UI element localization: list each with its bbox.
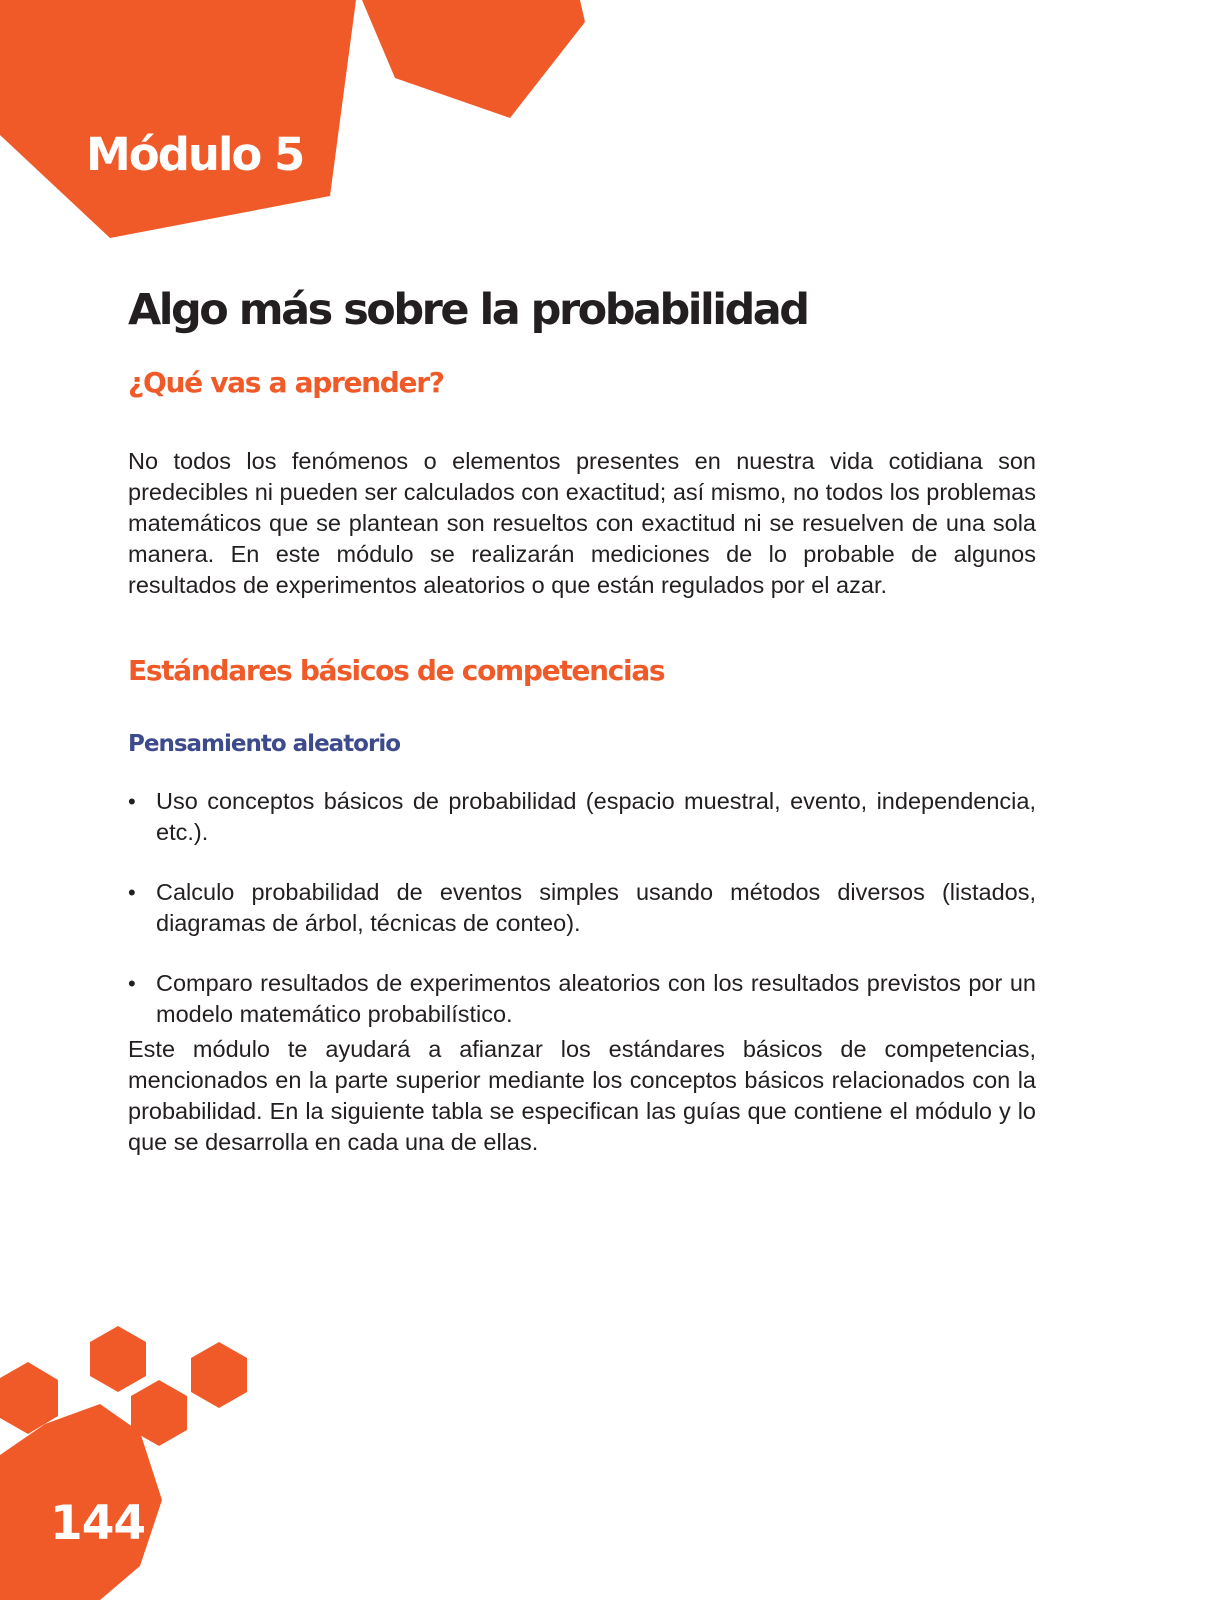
standards-list: [128, 786, 1036, 1059]
page-title: Algo más sobre la probabilidad: [128, 285, 808, 335]
list-item: [128, 877, 1036, 939]
bullet-icon: •: [128, 880, 136, 905]
random-thinking-heading: Pensamiento aleatorio: [128, 731, 401, 757]
list-item: [128, 968, 1036, 1030]
bullet-icon: •: [128, 971, 136, 996]
learning-heading: ¿Qué vas a aprender?: [128, 366, 444, 399]
standard-text: Comparo resultados de experimentos aleatorios con los resultados previstos por un modelo matemático probabilístico.: [156, 970, 1036, 1027]
bullet-icon: •: [128, 789, 136, 814]
list-item: [128, 786, 1036, 848]
standard-text: Calculo probabilidad de eventos simples usando métodos diversos (listados, diagramas de árbol, técnicas de conteo).: [156, 879, 1036, 936]
module-label: Módulo 5: [86, 128, 304, 181]
standards-heading: Estándares básicos de competencias: [128, 654, 665, 687]
intro-paragraph: No todos los fenómenos o elementos presentes en nuestra vida cotidiana son predecibles ni pueden ser calculados con exactitud; así mismo, no todos los problemas matemáticos que se plantean son resueltos con exactitud ni se resuelven de una sola manera. En este módulo se realizarán mediciones de lo probable de algunos resultados de experimentos aleatorios o que están regulados por el azar.: [128, 448, 1036, 598]
closing-paragraph: Este módulo te ayudará a afianzar los estándares básicos de competencias, mencionados en la parte superior mediante los conceptos básicos relacionados con la probabilidad. En la siguiente tabla se especifican las guías que contiene el módulo y lo que se desarrolla en cada una de ellas.: [128, 1036, 1036, 1155]
page-number: 144: [50, 1496, 146, 1551]
standard-text: Uso conceptos básicos de probabilidad (espacio muestral, evento, independencia, etc.).: [156, 788, 1036, 845]
